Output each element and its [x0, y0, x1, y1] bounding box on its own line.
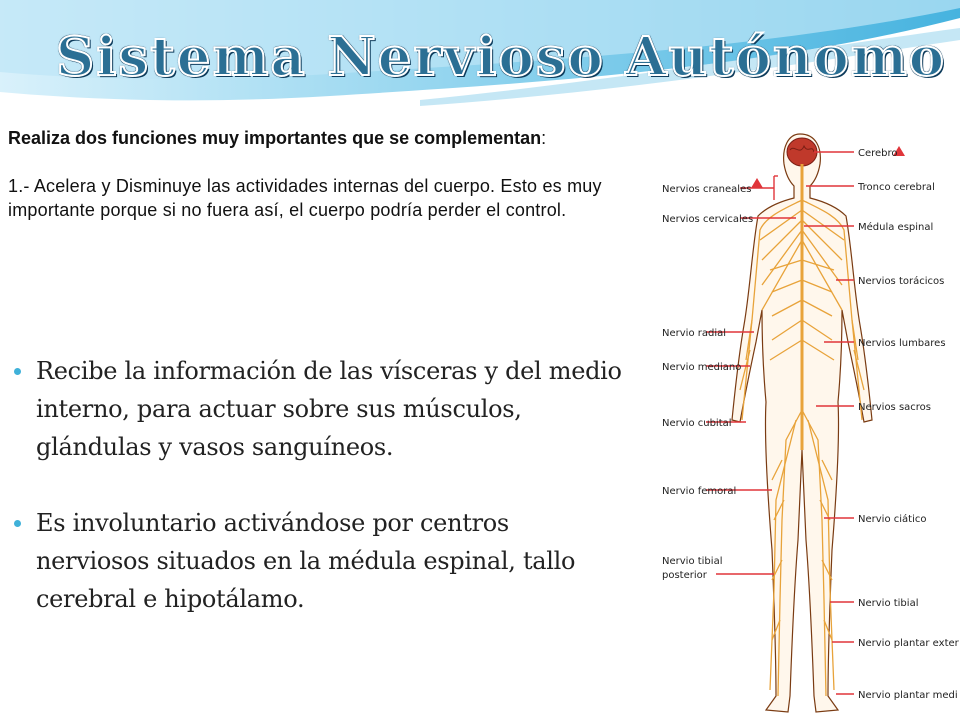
- bullet-text: Es involuntario activándose por centros nerviosos situados en la médula espinal, tallo cerebral e hipotálamo.: [36, 509, 576, 613]
- label-nervio-ciatico: Nervio ciático: [858, 514, 927, 525]
- slide-title: Sistema Nervioso Autónomo: [56, 26, 947, 88]
- intro-body: 1.- Acelera y Disminuye las actividades internas del cuerpo. Esto es muy importante porque si no fuera así, el cuerpo podría perder el control.: [8, 176, 602, 220]
- label-nervio-tibial-posterior: Nervio tibial: [662, 556, 723, 567]
- bullet-item: [22, 352, 622, 466]
- bullet-list: [22, 352, 622, 656]
- bullet-item: [22, 504, 622, 618]
- label-nervio-cubital: Nervio cubital: [662, 418, 732, 429]
- label-nervio-radial: Nervio radial: [662, 328, 727, 339]
- intro-text: [8, 126, 648, 222]
- nerve-network: [740, 164, 864, 696]
- label-nervio-femoral: Nervio femoral: [662, 486, 737, 497]
- label-nervio-plantar-exter: Nervio plantar exter: [858, 638, 959, 649]
- craneales-marker-icon: [751, 178, 763, 188]
- intro-lead: Realiza dos funciones muy importantes que se complementan: [8, 128, 542, 148]
- nervous-system-diagram: [656, 120, 960, 720]
- label-nervios-lumbares: Nervios lumbares: [858, 338, 946, 349]
- bullet-dot-icon: [14, 368, 21, 375]
- label-nervios-craneales: Nervios craneales: [662, 184, 752, 195]
- label-nervio-mediano: Nervio mediano: [662, 362, 742, 373]
- label-nervios-sacros: Nervios sacros: [858, 402, 932, 413]
- label-nervio-plantar-medi: Nervio plantar medi: [858, 690, 958, 701]
- label-cerebro: Cerebro: [858, 148, 898, 159]
- intro-colon: :: [541, 128, 547, 148]
- label-nervios-cervicales: Nervios cervicales: [662, 214, 754, 225]
- label-medula-espinal: Médula espinal: [858, 222, 934, 233]
- label-tronco-cerebral: Tronco cerebral: [858, 182, 935, 193]
- intro-lead-line: [8, 126, 648, 150]
- bullet-dot-icon: [14, 520, 21, 527]
- label-nervio-tibial-posterior-2: posterior: [662, 570, 707, 581]
- label-nervio-tibial: Nervio tibial: [858, 598, 919, 609]
- brain-icon: [787, 138, 817, 166]
- bullet-text: Recibe la información de las vísceras y del medio interno, para actuar sobre sus músculos, glándulas y vasos sanguíneos.: [36, 357, 622, 461]
- label-nervios-toracicos: Nervios torácicos: [858, 276, 945, 287]
